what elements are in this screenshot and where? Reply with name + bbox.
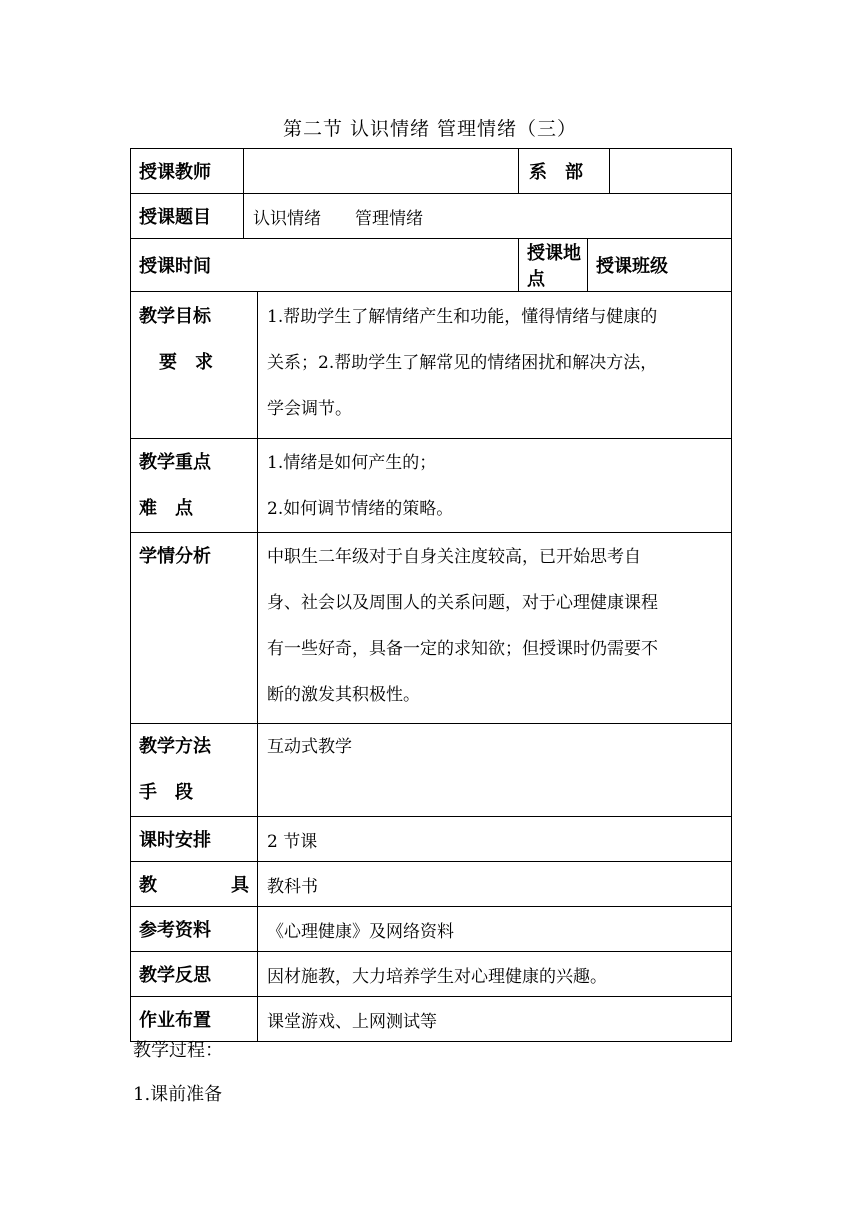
lesson-info-table [130,148,732,1042]
topic-label: 授课题目 [131,194,244,239]
reflect-value: 因材施教，大力培养学生对心理健康的兴趣。 [258,952,732,997]
analysis-line-4: 断的激发其积极性。 [267,685,420,705]
homework-value: 课堂游戏、上网测试等 [258,997,732,1042]
tools-value: 教科书 [258,862,732,907]
method-label-line-1: 教学方法 [139,736,211,757]
goal-value [258,292,732,439]
page-title: 第二节 认识情绪 管理情绪（三） [282,118,578,140]
tools-label-left: 教 [139,875,157,896]
hours-value: 2 节课 [258,817,732,862]
tools-label-right: 具 [231,875,249,896]
goal-label-line-2: 要 求 [159,352,213,373]
method-label [131,724,258,817]
dept-label: 系 部 [519,149,610,194]
topic-value: 认识情绪 管理情绪 [244,194,732,239]
method-value [258,724,732,817]
goal-line-2: 关系；2.帮助学生了解常见的情绪困扰和解决方法， [267,353,658,373]
goal-line-1: 1.帮助学生了解情绪产生和功能，懂得情绪与健康的 [267,307,658,327]
tools-label [131,862,258,907]
reflect-label: 教学反思 [131,952,258,997]
process-heading: 教学过程： [133,1040,223,1061]
analysis-line-1: 中职生二年级对于自身关注度较高，已开始思考自 [267,547,641,567]
ref-label: 参考资料 [131,907,258,952]
analysis-line-2: 身、社会以及周围人的关系问题，对于心理健康课程 [267,593,658,613]
homework-label: 作业布置 [131,997,258,1042]
key-line-1: 1.情绪是如何产生的； [267,453,437,473]
ref-value: 《心理健康》及网络资料 [258,907,732,952]
time-label-text: 授课时间 [139,256,211,277]
place-label: 授课地点 [519,239,588,292]
teacher-label: 授课教师 [131,149,244,194]
goal-line-3: 学会调节。 [267,399,352,419]
key-label-line-1: 教学重点 [139,452,211,473]
key-label [131,439,258,533]
goal-label-line-1: 教学目标 [139,306,211,327]
analysis-line-3: 有一些好奇，具备一定的求知欲；但授课时仍需要不 [267,639,658,659]
key-label-line-2: 难 点 [139,498,193,519]
analysis-label-text: 学情分析 [139,546,211,567]
time-label [131,239,519,292]
step-1-heading: 1.课前准备 [133,1084,223,1105]
method-value-text: 互动式教学 [267,737,352,757]
analysis-label [131,533,258,724]
class-label: 授课班级 [588,239,732,292]
key-value [258,439,732,533]
goal-label [131,292,258,439]
teacher-value [244,149,519,194]
hours-label: 课时安排 [131,817,258,862]
key-line-2: 2.如何调节情绪的策略。 [267,499,454,519]
analysis-value [258,533,732,724]
method-label-line-2: 手 段 [139,782,193,803]
dept-value [610,149,732,194]
